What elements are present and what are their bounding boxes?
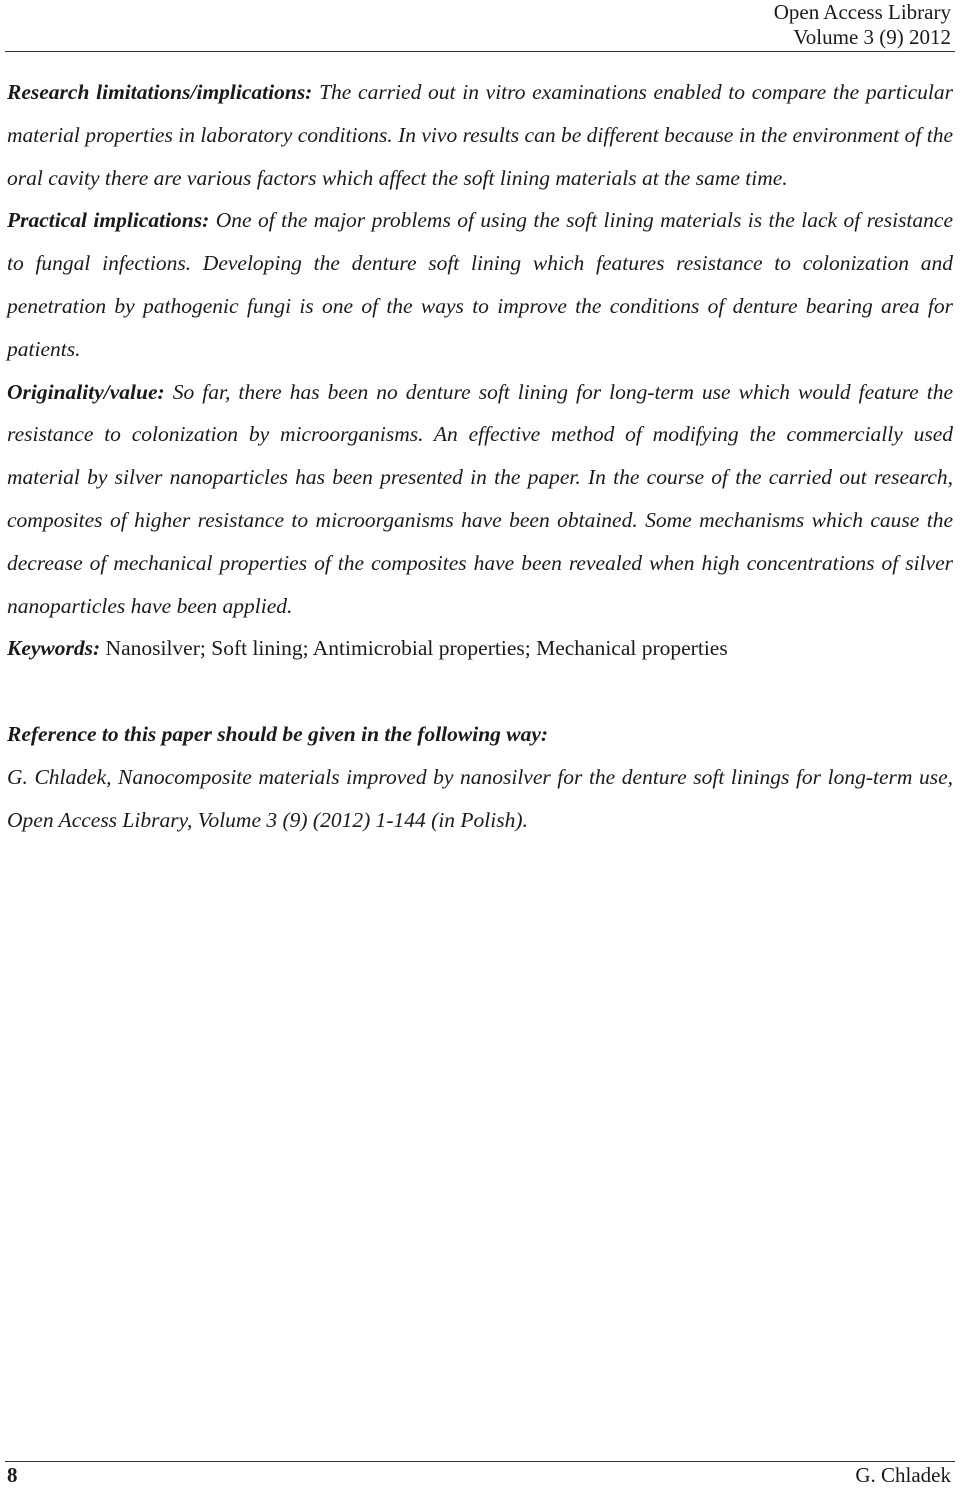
originality-label: Originality/value: — [7, 379, 165, 404]
abstract-body — [7, 71, 953, 841]
research-limitations-text: The carried out in vitro examinations enabled to compare the particular material properties in laboratory conditions. In vivo results can be different because in the environment of the oral cavity there are various factors which affect the soft lining materials at the same time. — [7, 80, 954, 190]
journal-name: Open Access Library — [773, 0, 951, 24]
practical-implications-text: One of the major problems of using the soft lining materials is the lack of resistance to fungal infections. Developing the denture soft lining which features resistance to colonization and penetration by pathogenic fungi is one of the ways to improve the conditions of denture bearing area for patients. — [7, 208, 953, 361]
keywords-paragraph — [7, 627, 953, 670]
footer-divider — [5, 1461, 955, 1462]
research-limitations-paragraph — [7, 71, 953, 199]
section-spacer — [7, 670, 953, 713]
page-header — [774, 0, 951, 50]
keywords-label: Keywords: — [7, 636, 101, 661]
practical-implications-label: Practical implications: — [7, 208, 210, 233]
keywords-text: Nanosilver; Soft lining; Antimicrobial properties; Mechanical properties — [105, 636, 728, 661]
originality-text: So far, there has been no denture soft lining for long-term use which would feature the resistance to colonization by microorganisms. An effective method of modifying the commercially used material by silver nanoparticles has been presented in the paper. In the course of the carried out research, composites of higher resistance to microorganisms have been obtained. Some mechanisms which cause the decrease of mechanical properties of the composites have been revealed when high concentrations of silver nanoparticles have been applied. — [7, 379, 953, 618]
header-divider — [5, 51, 955, 52]
research-limitations-label: Research limitations/implications: — [7, 80, 313, 104]
reference-heading: Reference to this paper should be given in the following way: — [7, 721, 549, 746]
practical-implications-paragraph — [7, 199, 953, 370]
originality-paragraph — [7, 371, 953, 628]
footer-author: G. Chladek — [855, 1463, 951, 1487]
page-number: 8 — [7, 1463, 18, 1487]
journal-volume: Volume 3 (9) 2012 — [793, 25, 951, 49]
reference-citation: G. Chladek, Nanocomposite materials improved by nanosilver for the denture soft linings for long-term use, Open Access Library, Volume 3 (9) (2012) 1-144 (in Polish). — [7, 764, 953, 832]
page-footer — [7, 1463, 951, 1488]
